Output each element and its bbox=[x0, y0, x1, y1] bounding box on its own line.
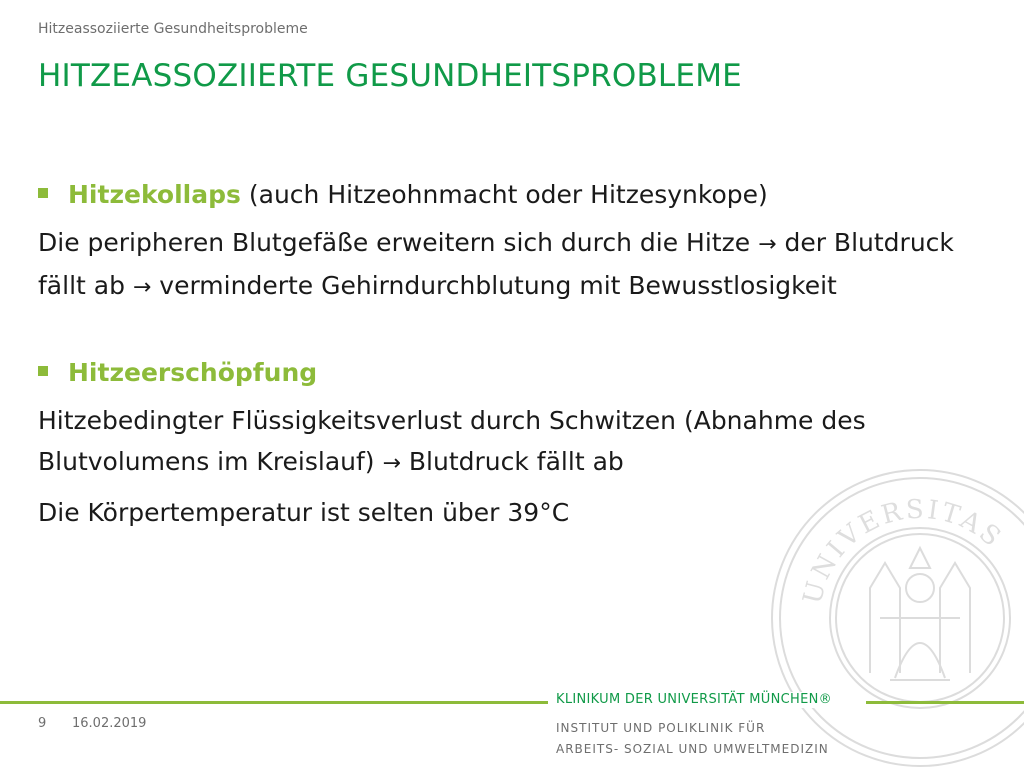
paragraph bbox=[38, 222, 968, 308]
paragraph: Die Körpertemperatur ist selten über 39°C bbox=[38, 498, 570, 527]
arrow-right-icon: → bbox=[132, 275, 152, 300]
bullet-heading: Hitzeerschöpfung bbox=[68, 358, 318, 387]
text-segment: Die peripheren Blutgefäße erweitern sich durch die Hitze bbox=[38, 228, 751, 257]
bullet-hitzeerschoepfung bbox=[38, 354, 968, 392]
institut-label bbox=[556, 718, 829, 760]
arrow-right-icon: → bbox=[382, 451, 401, 476]
bullet-heading-suffix: (auch Hitzeohnmacht oder Hitzesynkope) bbox=[248, 180, 768, 209]
svg-text:UNIVERSITAS: UNIVERSITAS bbox=[797, 494, 1009, 608]
footer-rule bbox=[0, 701, 1024, 704]
page-title: HITZEASSOZIIERTE GESUNDHEITSPROBLEME bbox=[38, 58, 742, 94]
bullet-hitzekollaps bbox=[38, 176, 968, 214]
page-number: 9 bbox=[38, 716, 47, 731]
bullet-heading: Hitzekollaps bbox=[68, 180, 241, 209]
text-segment: Blutdruck fällt ab bbox=[408, 447, 624, 476]
text-segment: verminderte Gehirndurchblutung mit Bewusstlosigkeit bbox=[159, 271, 837, 300]
square-bullet-icon bbox=[38, 366, 48, 376]
arrow-right-icon: → bbox=[758, 232, 777, 257]
klinikum-label: KLINIKUM DER UNIVERSITÄT MÜNCHEN® bbox=[556, 692, 832, 707]
institut-line: INSTITUT UND POLIKLINIK FÜR bbox=[556, 721, 766, 735]
text-segment: der Blutdruck fällt ab bbox=[38, 228, 954, 300]
slide-date: 16.02.2019 bbox=[72, 716, 147, 731]
institut-line: ARBEITS- SOZIAL UND UMWELTMEDIZIN bbox=[556, 742, 829, 756]
square-bullet-icon bbox=[38, 188, 48, 198]
breadcrumb: Hitzeassoziierte Gesundheitsprobleme bbox=[38, 21, 308, 37]
text-segment: Hitzebedingter Flüssigkeitsverlust durch Schwitzen (Abnahme des Blutvolumens im Kreislauf) bbox=[38, 406, 866, 476]
